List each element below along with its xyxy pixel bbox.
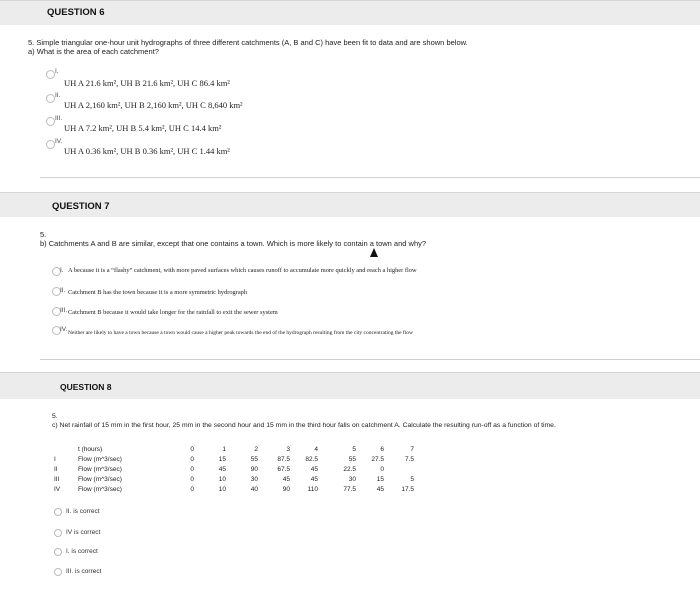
table-cell: [384, 464, 414, 474]
row-numeral: II: [54, 465, 58, 473]
table-cell: 0: [190, 475, 194, 483]
table-cell: 0: [190, 485, 194, 493]
table-cell: 1: [222, 445, 226, 453]
table-cell: 0: [190, 465, 194, 473]
question-7-title: QUESTION 7: [52, 201, 110, 212]
table-cell: 55: [348, 455, 356, 463]
table-header-label: t (hours): [78, 445, 103, 453]
table-cell: 45: [282, 475, 290, 483]
option-text: Catchment B because it would take longer for the rainfall to exit the sewer system: [68, 309, 278, 316]
option-text: Catchment B has the town because it is a more symmetric hydrograph: [68, 289, 248, 296]
divider: [40, 359, 700, 360]
table-header-row: [54, 444, 414, 454]
question-6-subprompt: a) What is the area of each catchment?: [28, 47, 159, 56]
radio-button[interactable]: [46, 94, 55, 103]
option-text: IV is correct: [66, 529, 101, 536]
table-cell: 6: [380, 445, 384, 453]
table-cell: 45: [218, 465, 226, 473]
option-numeral: II.: [55, 92, 61, 99]
option-numeral: I.: [55, 68, 59, 75]
table-cell: 90: [250, 465, 258, 473]
row-numeral: I: [54, 455, 56, 463]
table-cell: 2: [254, 445, 258, 453]
table-cell: 4: [314, 445, 318, 453]
option-numeral: I.: [60, 267, 64, 274]
table-cell: 55: [250, 455, 258, 463]
table-cell: 17.5: [401, 485, 414, 493]
table-cell: 87.5: [277, 455, 290, 463]
row-numeral: IV: [54, 485, 61, 493]
option-text: UH A 7.2 km², UH B 5.4 km², UH C 14.4 km²: [64, 123, 222, 133]
row-numeral: III: [54, 475, 60, 483]
option-text: I. is correct: [66, 548, 98, 555]
row-label: Flow (m^3/sec): [78, 475, 122, 483]
radio-button[interactable]: [54, 508, 62, 516]
table-cell: 0: [190, 445, 194, 453]
question-6-header: [0, 0, 700, 25]
table-cell: 45: [310, 465, 318, 473]
option-text: UH A 2,160 km², UH B 2,160 km², UH C 8,640 km²: [64, 100, 243, 110]
option-text: III. is correct: [66, 568, 102, 575]
option-numeral: IV.: [55, 138, 63, 145]
table-cell: 77.5: [343, 485, 356, 493]
option-text: UH A 0.36 km², UH B 0.36 km², UH C 1.44 km²: [64, 146, 230, 156]
table-cell: 82.5: [305, 455, 318, 463]
option-numeral: III.: [60, 307, 68, 314]
table-row: [54, 484, 414, 494]
option-text: II. is correct: [66, 508, 100, 515]
table-row: [54, 474, 414, 484]
table-cell: 22.5: [343, 465, 356, 473]
table-cell: 15: [376, 475, 384, 483]
table-cell: 3: [286, 445, 290, 453]
question-6-title: QUESTION 6: [47, 7, 105, 18]
radio-button[interactable]: [46, 117, 55, 126]
table-cell: 0: [380, 465, 384, 473]
row-label: Flow (m^3/sec): [78, 465, 122, 473]
table-cell: 30: [250, 475, 258, 483]
table-cell: 45: [310, 475, 318, 483]
option-text: UH A 21.6 km², UH B 21.6 km², UH C 86.4 km²: [64, 78, 230, 88]
runoff-table: [54, 444, 414, 494]
table-cell: 0: [190, 455, 194, 463]
radio-button[interactable]: [46, 140, 55, 149]
table-cell: 5: [352, 445, 356, 453]
question-8-title: QUESTION 8: [60, 382, 112, 392]
option-text: A because it is a “flashy” catchment, with more paved surfaces which causes runoff to accumulate more quickly and reach a higher flow: [68, 267, 417, 274]
option-numeral: II.: [60, 287, 66, 294]
question-7-number: 5.: [40, 230, 47, 239]
table-cell: 5: [410, 475, 414, 483]
table-cell: 27.5: [371, 455, 384, 463]
radio-button[interactable]: [54, 529, 62, 537]
row-label: Flow (m^3/sec): [78, 455, 122, 463]
radio-button[interactable]: [54, 548, 62, 556]
mouse-cursor-icon: [370, 248, 378, 257]
row-label: Flow (m^3/sec): [78, 485, 122, 493]
question-8-number: 5.: [52, 413, 58, 420]
radio-button[interactable]: [46, 70, 55, 79]
table-cell: 7: [410, 445, 414, 453]
table-cell: 90: [282, 485, 290, 493]
table-cell: 10: [218, 475, 226, 483]
table-cell: 7.5: [404, 455, 414, 463]
table-cell: 15: [218, 455, 226, 463]
table-cell: 67.5: [277, 465, 290, 473]
table-cell: 30: [348, 475, 356, 483]
option-numeral: III.: [55, 115, 63, 122]
question-6-prompt: 5. Simple triangular one-hour unit hydrographs of three different catchments (A, B and C) have been fit to data and are shown below.: [28, 38, 468, 47]
table-cell: 45: [376, 485, 384, 493]
option-text: Neither are likely to have a town because a town would cause a higher peak towards the end of the hydrograph resulting from the city concentrating the flow: [68, 330, 414, 336]
question-8-prompt: c) Net rainfall of 15 mm in the first hour, 25 mm in the second hour and 15 mm in the third hour falls on catchment A. Calculate the resulting run-off as a function of time.: [52, 422, 556, 429]
table-row: [54, 464, 414, 474]
radio-button[interactable]: [54, 568, 62, 576]
table-cell: 40: [250, 485, 258, 493]
table-cell: 110: [307, 485, 318, 493]
option-numeral: IV.: [60, 326, 68, 333]
table-row: [54, 454, 414, 464]
divider: [40, 177, 700, 178]
table-cell: 10: [218, 485, 226, 493]
question-7-prompt: b) Catchments A and B are similar, except that one contains a town. Which is more likely to contain a town and why?: [40, 239, 427, 248]
